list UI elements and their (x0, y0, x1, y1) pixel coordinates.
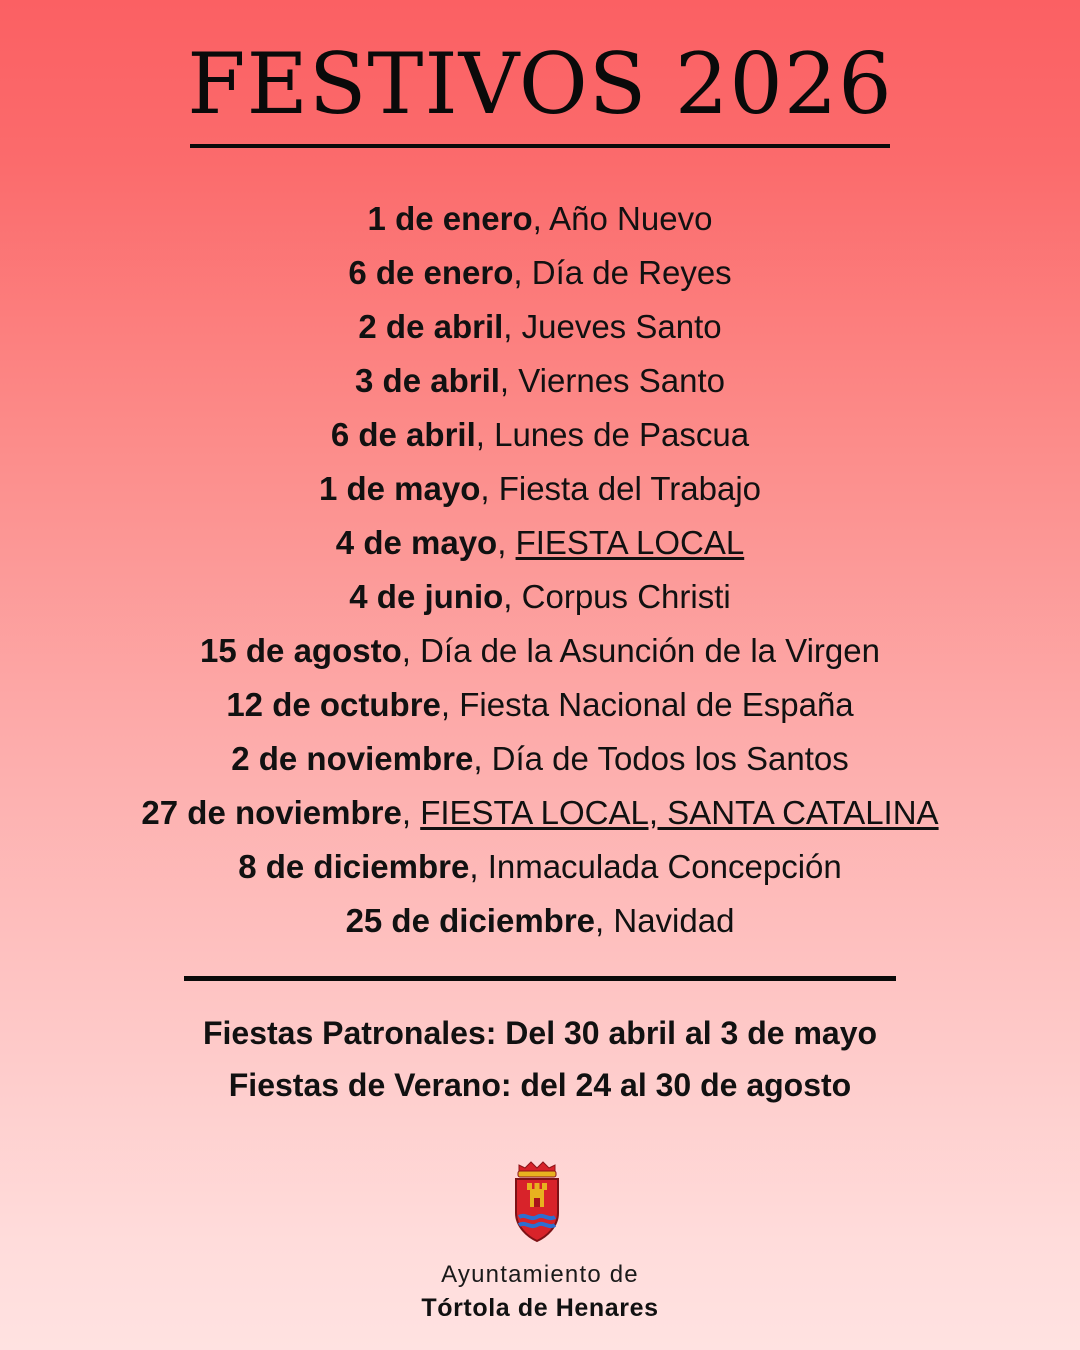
holiday-name: Día de Reyes (531, 254, 732, 291)
coat-of-arms-icon (507, 1155, 573, 1247)
footer-line-1: Ayuntamiento de (441, 1261, 639, 1288)
holiday-name: Año Nuevo (549, 200, 713, 237)
holiday-date: 2 de noviembre (231, 740, 474, 777)
holiday-date: 1 de mayo (318, 470, 481, 507)
holiday-name: Viernes Santo (518, 362, 725, 399)
holiday-row (0, 462, 1080, 516)
holiday-date: 6 de abril (330, 416, 476, 453)
holiday-separator: , (532, 200, 550, 237)
holiday-name: Corpus Christi (521, 578, 731, 615)
holiday-date: 4 de mayo (335, 524, 498, 561)
holiday-row (0, 354, 1080, 408)
holiday-separator: , (503, 578, 522, 615)
holiday-date: 1 de enero (367, 200, 533, 237)
holiday-row (0, 840, 1080, 894)
footer-line-2: Tórtola de Henares (421, 1294, 659, 1322)
holiday-list (0, 192, 1080, 948)
holiday-row (0, 732, 1080, 786)
holiday-separator: , (469, 848, 488, 885)
title-divider (190, 144, 890, 148)
holiday-date: 15 de agosto (200, 632, 402, 669)
page-title: FESTIVOS 2026 (187, 35, 893, 133)
holiday-separator: , (497, 524, 516, 561)
holiday-name: Fiesta Nacional de España (459, 686, 854, 723)
holiday-row (0, 246, 1080, 300)
holiday-name: Día de la Asunción de la Virgen (420, 632, 880, 669)
holiday-separator: , (595, 902, 614, 939)
holiday-date: 4 de junio (349, 578, 504, 615)
holiday-date: 25 de diciembre (345, 902, 596, 939)
holiday-separator: , (503, 308, 522, 345)
fiestas-block (203, 1007, 877, 1111)
holiday-separator: , (401, 632, 421, 669)
holiday-row (0, 624, 1080, 678)
holiday-name: FIESTA LOCAL, SANTA CATALINA (420, 794, 939, 831)
holiday-row (0, 786, 1080, 840)
holiday-row (0, 678, 1080, 732)
fiestas-line: Fiestas de Verano: del 24 al 30 de agosto (228, 1067, 852, 1103)
holiday-separator: , (499, 362, 519, 399)
fiestas-line: Fiestas Patronales: Del 30 abril al 3 de mayo (202, 1015, 878, 1051)
holiday-date: 27 de noviembre (141, 794, 402, 831)
holiday-separator: , (513, 254, 532, 291)
holiday-name: Jueves Santo (521, 308, 722, 345)
holiday-row (0, 192, 1080, 246)
holiday-name: Fiesta del Trabajo (498, 470, 762, 507)
holiday-row (0, 408, 1080, 462)
list-divider (184, 976, 896, 981)
holiday-row (0, 300, 1080, 354)
holiday-separator: , (475, 416, 495, 453)
holiday-name: Navidad (613, 902, 735, 939)
holiday-row (0, 894, 1080, 948)
holiday-name: FIESTA LOCAL (515, 524, 745, 561)
holiday-row (0, 516, 1080, 570)
holiday-name: Lunes de Pascua (494, 416, 750, 453)
holiday-date: 2 de abril (358, 308, 504, 345)
holiday-name: Día de Todos los Santos (491, 740, 849, 777)
holiday-row (0, 570, 1080, 624)
holiday-date: 3 de abril (355, 362, 500, 399)
crest-block (421, 1155, 658, 1323)
holiday-separator: , (473, 740, 492, 777)
holiday-separator: , (480, 470, 499, 507)
holiday-date: 8 de diciembre (238, 848, 470, 885)
footer-text (421, 1261, 658, 1323)
holiday-date: 12 de octubre (226, 686, 441, 723)
holiday-name: Inmaculada Concepción (487, 848, 842, 885)
holiday-date: 6 de enero (348, 254, 514, 291)
holiday-separator: , (401, 794, 421, 831)
holiday-separator: , (440, 686, 460, 723)
